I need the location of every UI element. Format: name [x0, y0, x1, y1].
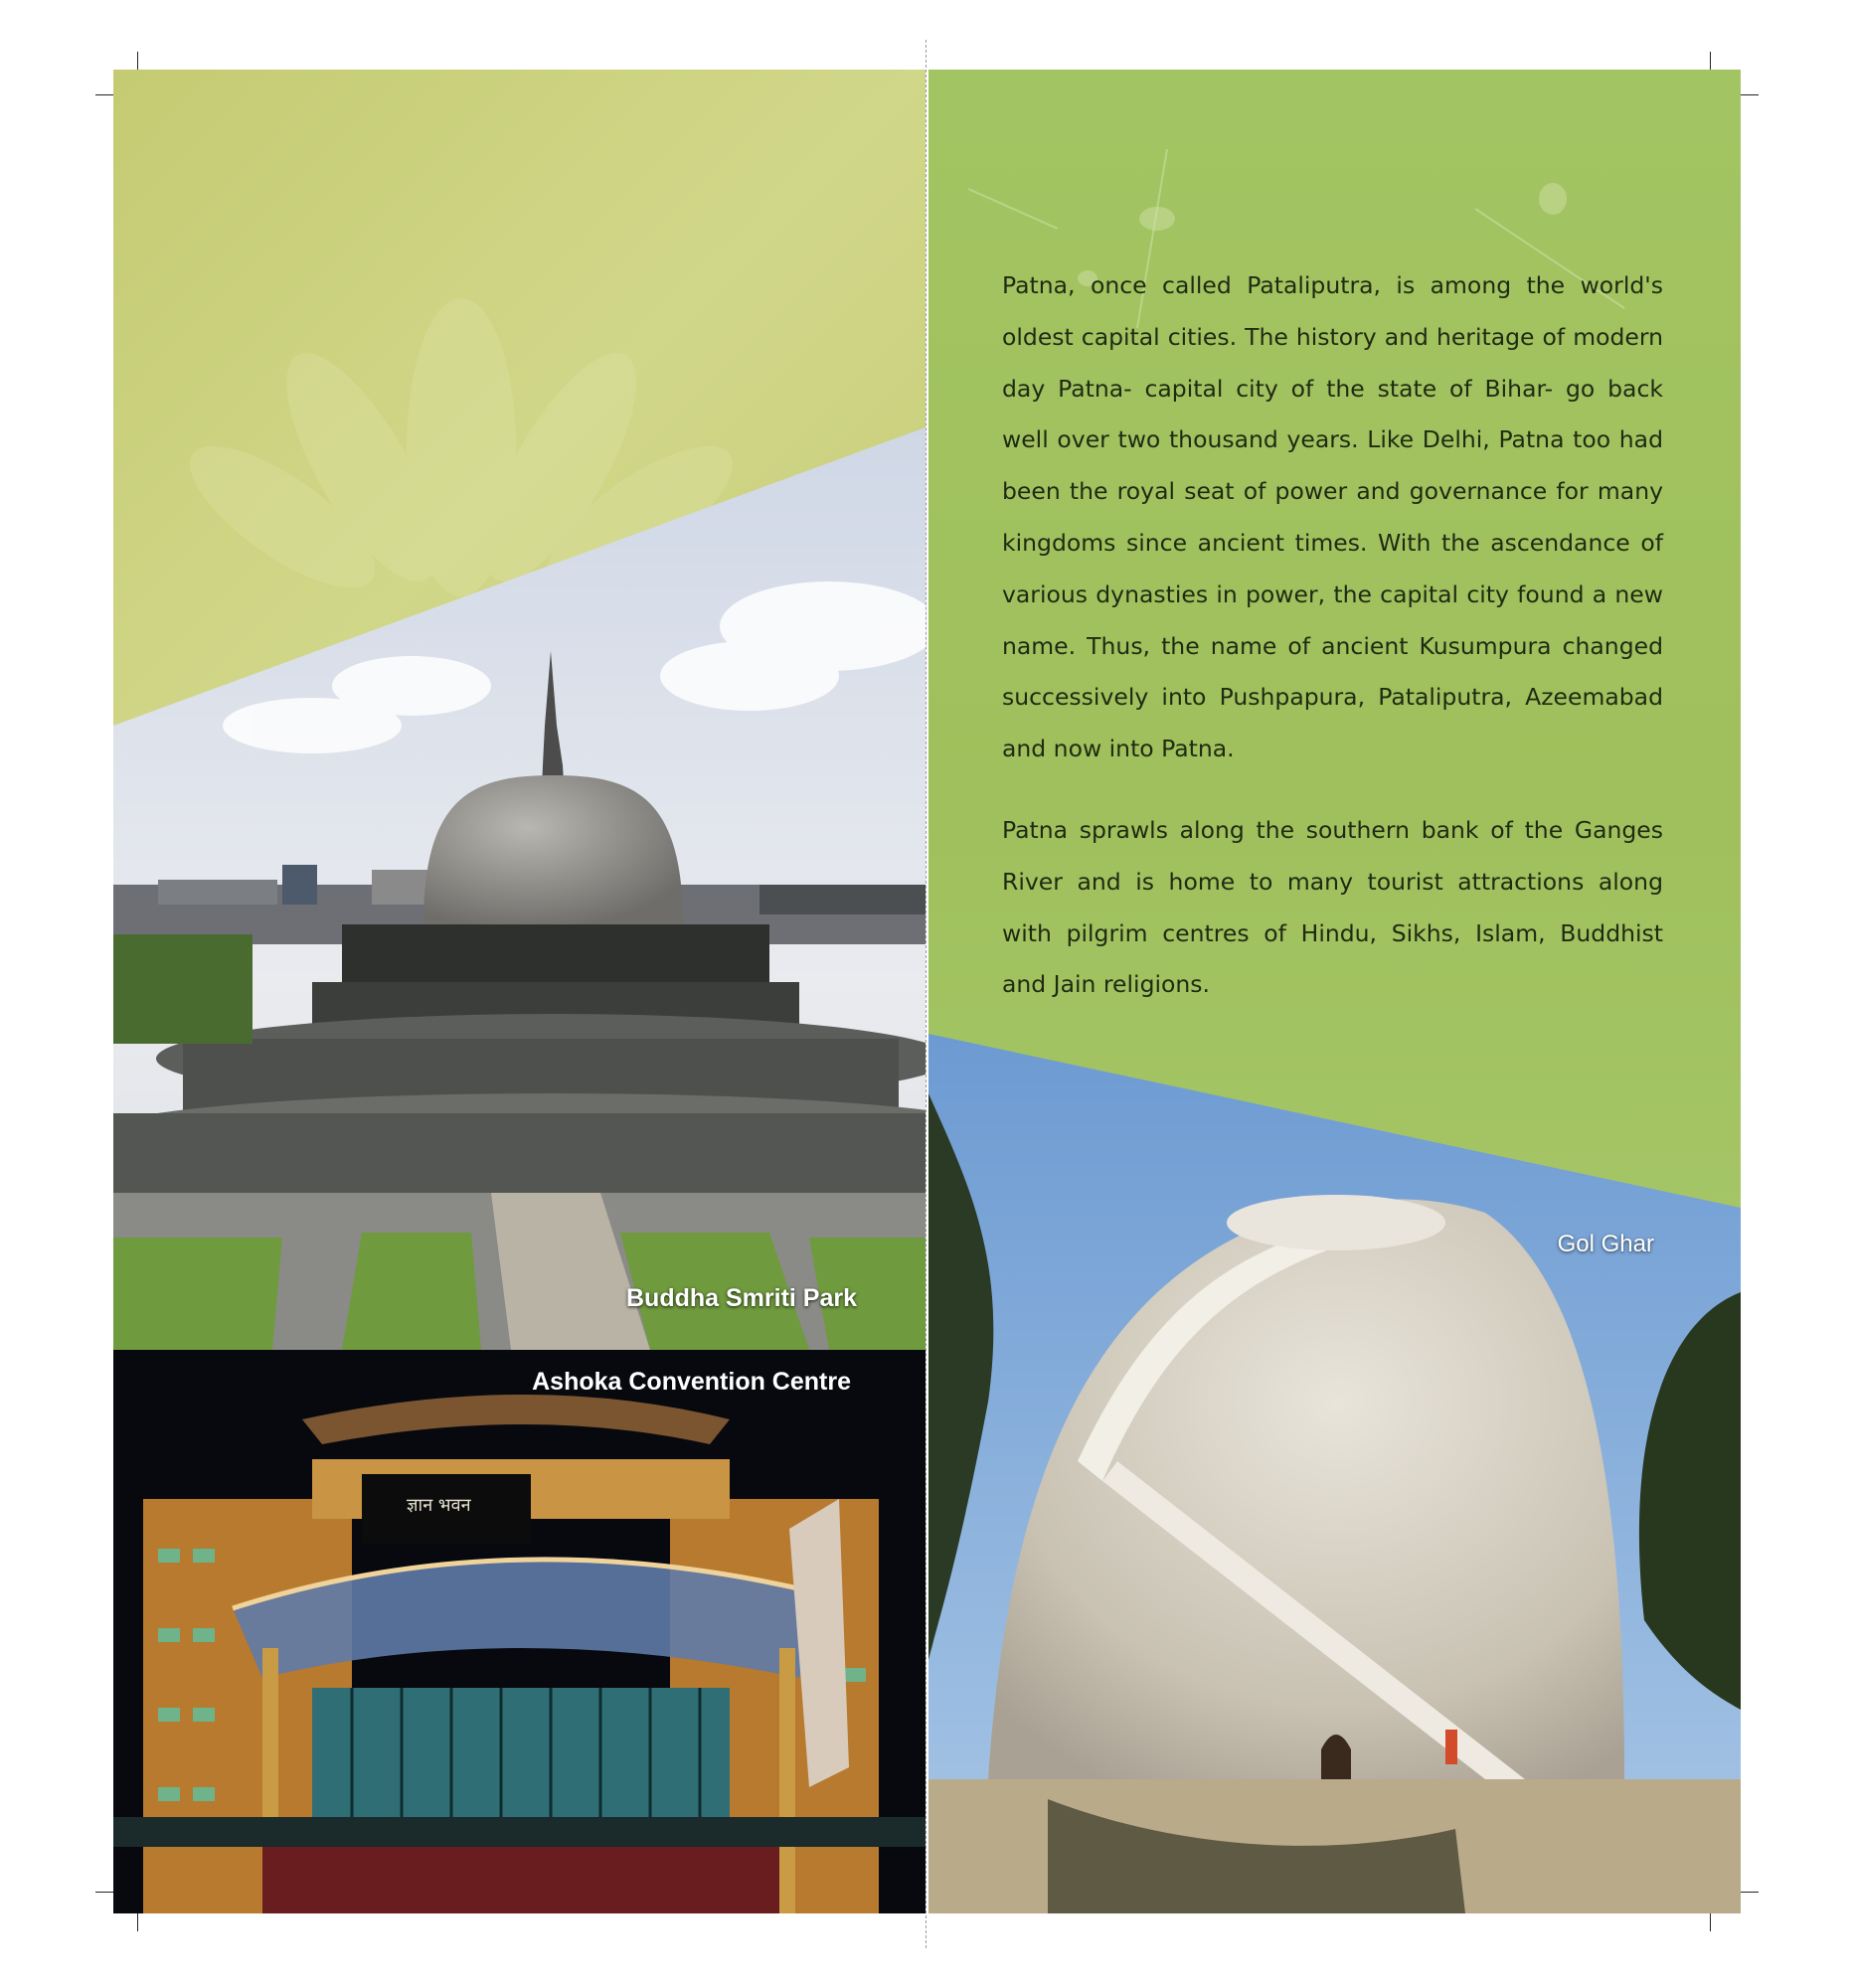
right-panel: [928, 70, 1741, 1913]
caption-gol-ghar: Gol Ghar: [1557, 1231, 1654, 1257]
convention-centre-illustration: [113, 1350, 926, 1913]
intro-paragraph: Patna, once called Pataliputra, is among the world's oldest capital cities. The history and heritage of modern day Patna- capital city of the state of Bihar- go back well over two thousand years. Like Delhi, Patna too had been the royal seat of power and governance for many kingdoms since ancient times. With the ascendance of various dynasties in power, the capital city found a new name. Thus, the name of ancient Kusumpura changed successively into Pushpapura, Pataliputra, Azeemabad and now into Patna.: [1002, 271, 1663, 763]
crop-mark: [95, 94, 113, 95]
crop-mark: [1741, 1892, 1759, 1893]
caption-ashoka-convention-centre: Ashoka Convention Centre: [532, 1368, 851, 1396]
fold-line: [926, 40, 927, 1948]
crop-mark: [137, 1913, 138, 1931]
buddha-smriti-park-photo: [113, 70, 926, 1350]
caption-buddha-smriti-park: Buddha Smriti Park: [626, 1284, 857, 1312]
crop-mark: [137, 52, 138, 70]
crop-mark: [95, 1892, 113, 1893]
ashoka-convention-centre-photo: [113, 1350, 926, 1913]
building-sign-text: ज्ञान भवन: [407, 1495, 471, 1516]
crop-mark: [1710, 1913, 1711, 1931]
left-panel: [113, 70, 926, 1913]
crop-mark: [1710, 52, 1711, 70]
intro-text: [1002, 260, 1663, 1041]
crop-mark: [1741, 94, 1759, 95]
intro-paragraph: Patna sprawls along the southern bank of the Ganges River and is home to many tourist attractions along with pilgrim centres of Hindu, Sikhs, Islam, Buddhist and Jain religions.: [1002, 815, 1663, 999]
